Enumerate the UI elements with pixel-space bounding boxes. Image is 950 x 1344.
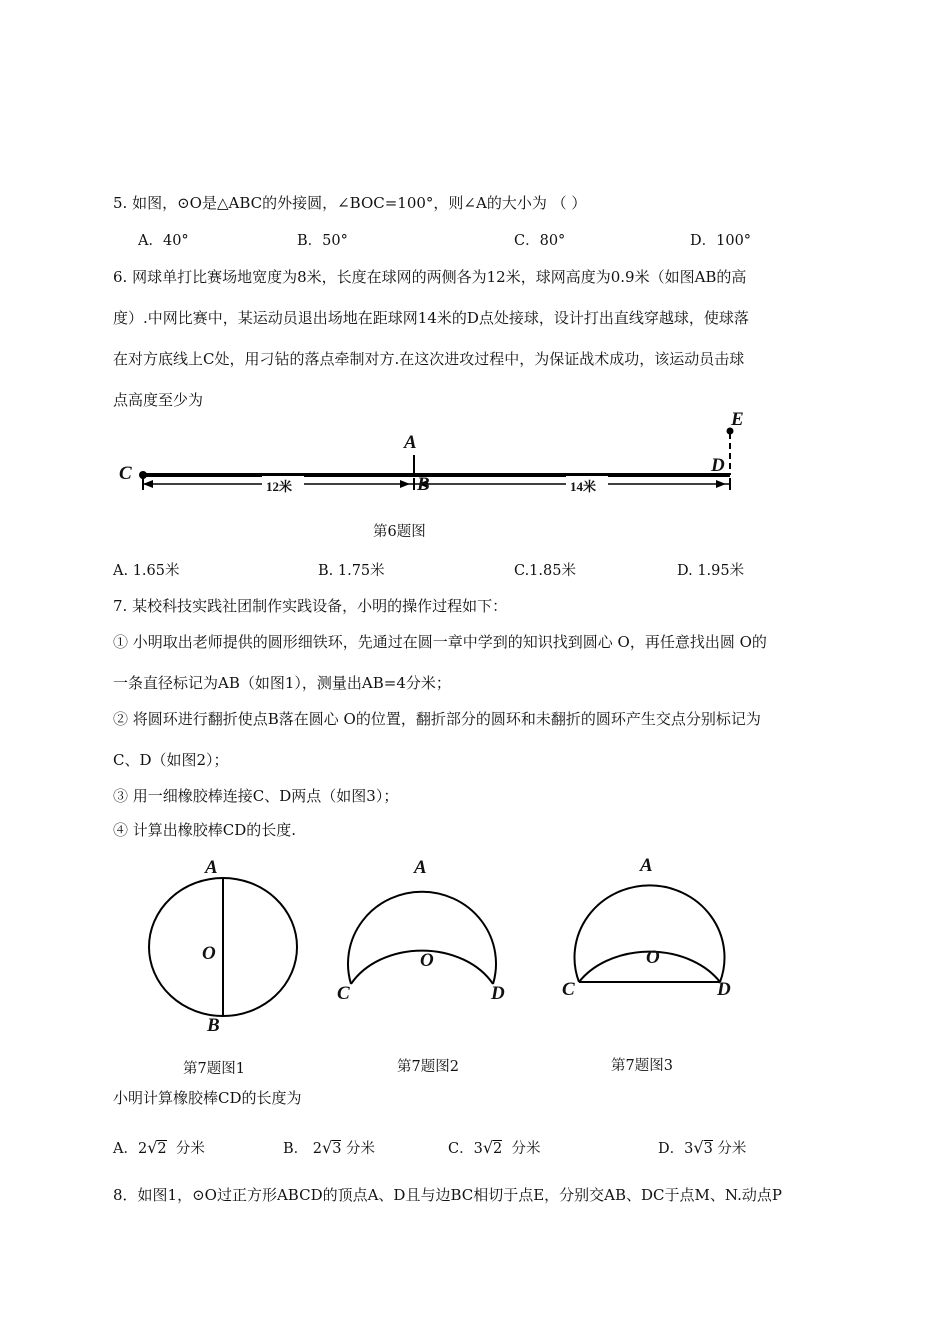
q7-option-c: C．3√2 分米 bbox=[448, 1138, 541, 1157]
q7-fig3-label-o: O bbox=[646, 947, 660, 968]
q6-label-c: C bbox=[119, 463, 132, 484]
sqrt-icon: √ bbox=[693, 1138, 704, 1157]
sqrt-icon: √ bbox=[322, 1138, 333, 1157]
q5-option-c: C．80° bbox=[514, 233, 566, 249]
q7-question: 小明计算橡胶棒CD的长度为 bbox=[113, 1089, 302, 1107]
q7-fig1-caption: 第7题图1 bbox=[183, 1061, 245, 1077]
q5-option-a: A．40° bbox=[138, 233, 189, 249]
q7-intro: 7. 某校科技实践社团制作实践设备，小明的操作过程如下： bbox=[113, 597, 508, 615]
sqrt-icon: √ bbox=[147, 1138, 158, 1157]
sqrt-icon: √ bbox=[482, 1138, 494, 1157]
q6-line-3: 在对方底线上C处，用刁钻的落点牵制对方.在这次进攻过程中，为保证战术成功，该运动员击球 bbox=[113, 350, 745, 368]
q6-line-1: 6. 网球单打比赛场地宽度为8米，长度在球网的两侧各为12米，球网高度为0.9米（如图AB的高 bbox=[113, 268, 747, 286]
q6-label-b: B bbox=[417, 474, 430, 495]
q6-line-4: 点高度至少为 bbox=[113, 391, 204, 409]
q7-option-b: B． 2√3 分米 bbox=[283, 1138, 376, 1157]
q7-step-2a: ② 将圆环进行翻折使点B落在圆心 O的位置，翻折部分的圆环和未翻折的圆环产生交点分别标记为 bbox=[113, 710, 761, 728]
q6-option-a: A. 1.65米 bbox=[113, 563, 180, 579]
q7-step-4: ④ 计算出橡胶棒CD的长度. bbox=[113, 821, 297, 839]
q6-label-a: A bbox=[404, 432, 417, 453]
q7-fig2-caption: 第7题图2 bbox=[397, 1059, 459, 1075]
q7-fig3-label-d: D bbox=[717, 979, 731, 1000]
q7-fig1-label-a: A bbox=[205, 857, 218, 878]
q5-option-d: D．100° bbox=[690, 233, 752, 249]
q7-fig2-label-o: O bbox=[420, 950, 434, 971]
q7-fig1-label-b: B bbox=[207, 1015, 220, 1036]
q6-dim-left: 12米 bbox=[266, 479, 293, 494]
q7-fig2-label-c: C bbox=[337, 983, 350, 1004]
q6-option-c: C.1.85米 bbox=[514, 563, 576, 579]
q7-step-2b: C、D（如图2）； bbox=[113, 751, 229, 769]
q6-caption: 第6题图 bbox=[373, 524, 426, 540]
q6-label-e: E bbox=[731, 409, 744, 430]
q6-label-d: D bbox=[711, 455, 725, 476]
q7-fig3-label-c: C bbox=[562, 979, 575, 1000]
q8-stem: 8．如图1，⊙O过正方形ABCD的顶点A、D且与边BC相切于点E，分别交AB、DC于点M、N.动点P bbox=[113, 1186, 782, 1204]
q7-fig1-label-o: O bbox=[202, 943, 216, 964]
q7-step-3: ③ 用一细橡胶棒连接C、D两点（如图3）； bbox=[113, 787, 399, 805]
q6-line-2: 度）.中网比赛中，某运动员退出场地在距球网14米的D点处接球，设计打出直线穿越球，使球落 bbox=[113, 309, 749, 327]
q7-option-a: A．2√2 分米 bbox=[113, 1138, 205, 1157]
q7-step-1a: ① 小明取出老师提供的圆形细铁环，先通过在圆一章中学到的知识找到圆心 O，再任意找出圆 O的 bbox=[113, 633, 767, 651]
q5-option-b: B．50° bbox=[297, 233, 348, 249]
q7-fig3-label-a: A bbox=[640, 855, 653, 876]
q7-fig2-label-a: A bbox=[414, 857, 427, 878]
q7-option-d: D．3√3 分米 bbox=[658, 1138, 747, 1157]
q7-fig3-caption: 第7题图3 bbox=[611, 1058, 673, 1074]
q7-fig2-label-d: D bbox=[491, 983, 505, 1004]
q6-option-b: B. 1.75米 bbox=[318, 563, 385, 579]
q5-stem: 5. 如图，⊙O是△ABC的外接圆，∠BOC=100°，则∠A的大小为 （ ） bbox=[113, 194, 587, 212]
q7-figure-1-shape bbox=[149, 878, 297, 1016]
q6-option-d: D. 1.95米 bbox=[677, 563, 745, 579]
q6-dim-right: 14米 bbox=[570, 479, 597, 494]
q7-step-1b: 一条直径标记为AB（如图1），测量出AB=4分米； bbox=[113, 674, 451, 692]
